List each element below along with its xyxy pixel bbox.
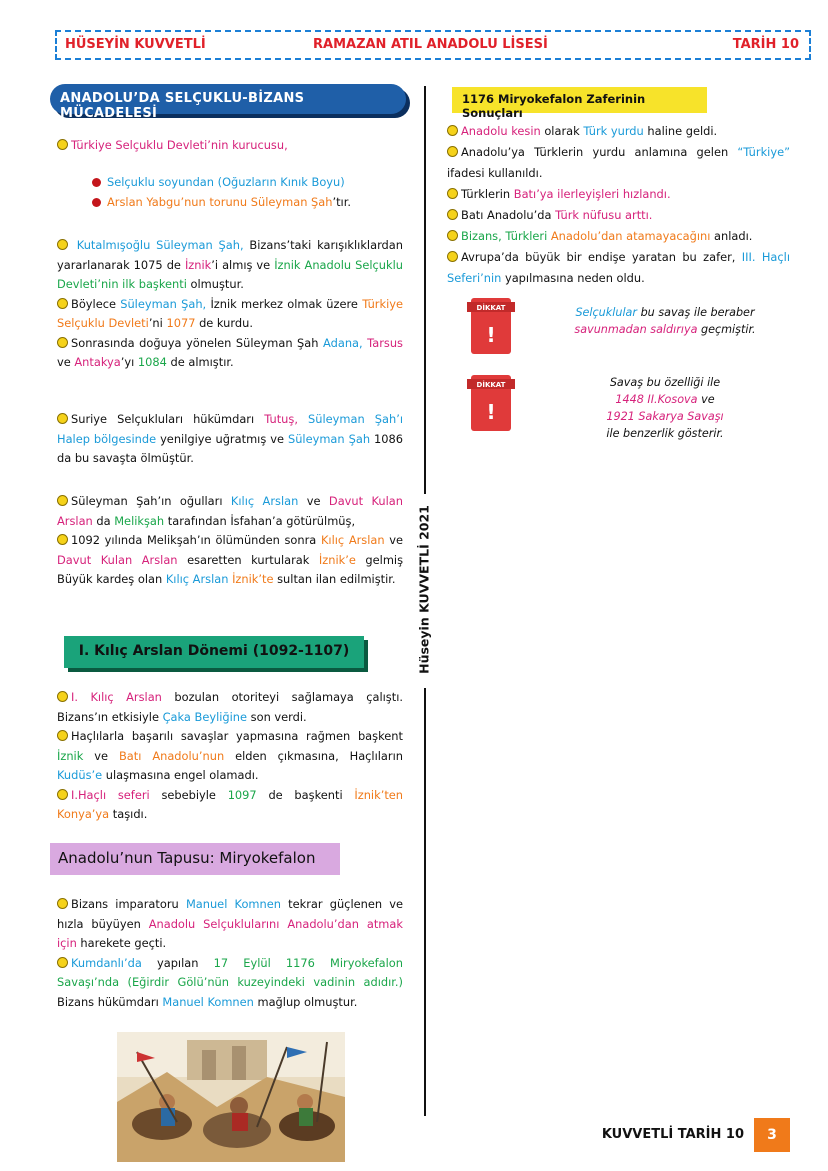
section-title-kilic-arslan: I. Kılıç Arslan Dönemi (1092-1107)	[64, 636, 364, 668]
list-item: Anadolu’ya Türklerin yurdu anlamına gelen “Türkiye” ifadesi kullanıldı.	[447, 145, 790, 180]
warning-icon	[467, 373, 515, 433]
bullet-icon	[57, 337, 68, 348]
svg-text:!: !	[486, 400, 496, 424]
bullet-icon	[57, 789, 68, 800]
bullet-icon	[92, 178, 101, 187]
bullet-icon	[57, 957, 68, 968]
list-item: Arslan Yabgu’nun torunu Süleyman Şah’tır.	[92, 193, 412, 213]
paragraph-tutus: Suriye Selçukluları hükümdarı Tutuş, Süleyman Şah’ı Halep bölgesinde yenilgiye uğratmış ve Süleyman Şah 1086 da bu savaşta ölmüştür.	[57, 412, 404, 465]
column-divider	[424, 688, 426, 1116]
founder-sublist	[92, 173, 412, 212]
svg-text:DİKKAT: DİKKAT	[476, 304, 506, 312]
page-number-badge: 3	[754, 1118, 790, 1152]
bullet-icon	[57, 298, 68, 309]
bullet-icon	[57, 239, 68, 250]
paragraph-miryokefalon: Bizans imparatoru Manuel Komnen tekrar güçlenen ve hızla büyüyen Anadolu Selçuklularını Anadolu’dan atmak için harekete geçti. Kumdanlı’da yapılan 17 Eylül 1176 Miryokefalon Savaşı’nda (Eğirdir Gölü’nün kuzeyindeki vadinin adıdır.) Bizans hükümdarı Manuel Komnen mağlup olmuştur.	[57, 897, 403, 1009]
svg-text:DİKKAT: DİKKAT	[476, 381, 506, 389]
bullet-icon	[447, 188, 458, 199]
bullet-icon	[57, 495, 68, 506]
paragraph-suleyman: Kutalmışoğlu Süleyman Şah, Bizans’taki karışıklıklardan yararlanarak 1075 de İznik’i almış ve İznik Anadolu Selçuklu Devleti’nin ilk başkenti olmuştur. Böylece Süleyman Şah, İznik merkez olmak üzere Türkiye Selçuklu Devleti’ni 1077 de kurdu. Sonrasında doğuya yönelen Süleyman Şah Adana, Tarsus ve Antakya’yı 1084 de almıştır.	[57, 238, 403, 369]
bullet-icon	[57, 898, 68, 909]
list-item: Batı Anadolu’da Türk nüfusu arttı.	[447, 205, 790, 226]
list-item: Selçuklu soyundan (Oğuzların Kınık Boyu)	[92, 173, 412, 193]
list-item: Avrupa’da büyük bir endişe yaratan bu zafer, III. Haçlı Seferi’nin yapılmasına neden oldu.	[447, 250, 790, 285]
founder-line: Türkiye Selçuklu Devleti’nin kurucusu,	[57, 136, 403, 156]
list-item: Türklerin Batı’ya ilerleyişleri hızlandı.	[447, 184, 790, 205]
vertical-author-text: Hüseyin KUVVETLİ 2021	[416, 505, 432, 674]
header-author: HÜSEYİN KUVVETLİ	[65, 37, 206, 52]
column-divider	[424, 86, 426, 494]
bullet-icon	[57, 413, 68, 424]
list-item: Anadolu kesin olarak Türk yurdu haline geldi.	[447, 121, 790, 142]
list-item: Bizans, Türkleri Anadolu’dan atamayacağını anladı.	[447, 226, 790, 247]
section-title-miryokefalon: Anadolu’nun Tapusu: Miryokefalon	[50, 843, 340, 875]
bullet-icon	[57, 534, 68, 545]
header-course: TARİH 10	[732, 37, 799, 52]
bullet-icon	[447, 251, 458, 262]
note-2: Savaş bu özelliği ile 1448 II.Kosova ve 1921 Sakarya Savaşı ile benzerlik gösterir.	[606, 376, 724, 440]
section-title-results: 1176 Miryokefalon Zaferinin Sonuçları	[452, 87, 707, 113]
header-school: RAMAZAN ATIL ANADOLU LİSESİ	[313, 37, 548, 52]
bullet-icon	[447, 125, 458, 136]
bullet-icon	[447, 230, 458, 241]
bullet-icon	[57, 730, 68, 741]
bullet-icon	[447, 146, 458, 157]
warning-icon	[467, 296, 515, 356]
page-header	[55, 30, 811, 60]
bullet-icon	[92, 198, 101, 207]
battle-illustration	[117, 1032, 345, 1162]
bullet-icon	[447, 209, 458, 220]
footer-label: KUVVETLİ TARİH 10	[601, 1127, 744, 1142]
svg-text:!: !	[486, 323, 496, 347]
section-title-main: ANADOLU’DA SELÇUKLU-BİZANS MÜCADELESİ	[50, 84, 406, 114]
note-1: Selçuklular bu savaş ile beraber savunmadan saldırıya geçmiştir.	[574, 306, 756, 336]
bullet-icon	[57, 691, 68, 702]
paragraph-kilic-arslan-period: I. Kılıç Arslan bozulan otoriteyi sağlamaya çalıştı. Bizans’ın etkisiyle Çaka Beyliğine son verdi. Haçlılarla başarılı savaşlar yapmasına rağmen başkent İznik ve Batı Anadolu’nun elden çıkmasına, Haçlıların Kudüs’e ulaşmasına engel olamadı. I.Haçlı seferi sebebiyle 1097 de başkenti İznik’ten Konya’ya taşıdı.	[57, 690, 404, 821]
paragraph-kilic-arslan: Süleyman Şah’ın oğulları Kılıç Arslan ve Davut Kulan Arslan da Melikşah tarafından İsfahan’a götürülmüş, 1092 yılında Melikşah’ın ölümünden sonra Kılıç Arslan ve Davut Kulan Arslan esaretten kurtularak İznik’e gelmiş Büyük kardeş olan Kılıç Arslan İznik’te sultan ilan edilmiştir.	[57, 494, 404, 586]
bullet-icon	[57, 139, 68, 150]
results-list	[447, 121, 790, 289]
